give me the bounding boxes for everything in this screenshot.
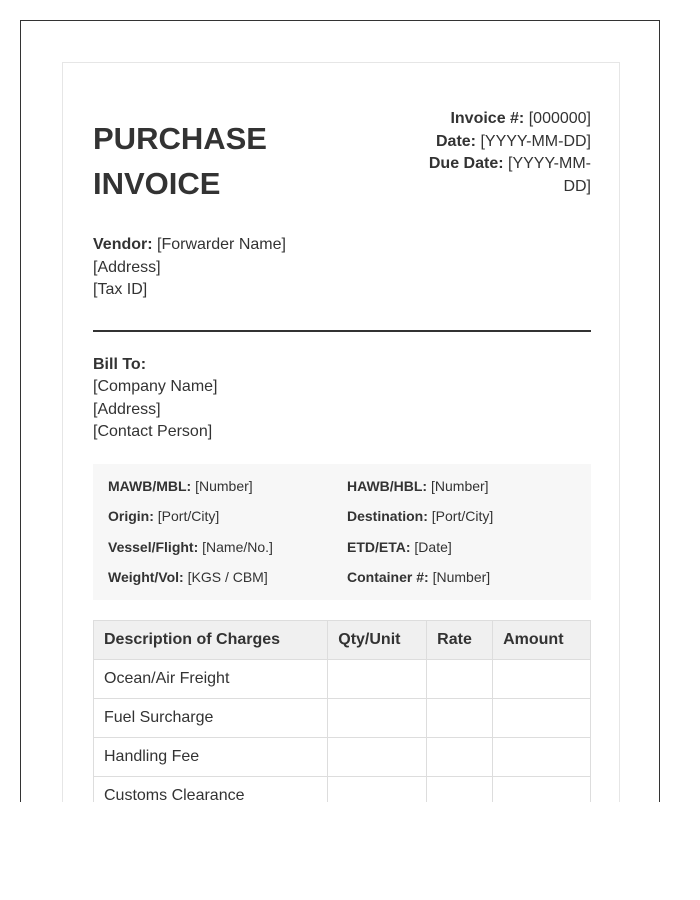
invoice-title: PURCHASE INVOICE — [93, 121, 267, 201]
invoice-due-date-value: [YYYY-MM-DD] — [508, 155, 591, 195]
bill-to-label: Bill To: — [93, 355, 147, 373]
shipping-field-label: Container #: — [347, 569, 429, 585]
invoice-number-value: [000000] — [528, 110, 591, 127]
vendor-name: [Forwarder Name] — [157, 236, 286, 253]
invoice-date-value: [YYYY-MM-DD] — [480, 132, 591, 150]
shipping-field-label: Origin: — [108, 508, 154, 524]
vendor-tax-id: [Tax ID] — [93, 281, 148, 298]
bill-to-address: [Address] — [93, 400, 161, 418]
table-row — [94, 659, 591, 698]
table-row — [94, 776, 591, 802]
shipping-field-label: ETD/ETA: — [347, 538, 411, 555]
charge-qty — [328, 776, 427, 802]
vendor-address: [Address] — [93, 258, 161, 276]
column-header-rate: Rate — [427, 620, 493, 659]
charge-rate — [427, 698, 493, 737]
shipping-field-label: Vessel/Flight: — [108, 538, 199, 555]
charge-amount — [493, 737, 591, 776]
shipping-field — [347, 507, 586, 527]
invoice-meta — [411, 108, 591, 198]
shipping-field-label: HAWB/HBL: — [347, 477, 428, 494]
column-header-qty: Qty/Unit — [328, 620, 427, 659]
bill-to-block — [93, 354, 591, 444]
invoice-header — [93, 110, 591, 206]
charges-table — [93, 620, 591, 803]
charge-amount — [493, 776, 591, 802]
shipping-field — [108, 477, 347, 497]
invoice-date-label: Date: — [436, 132, 477, 150]
vendor-name-line — [93, 234, 591, 257]
charge-amount — [493, 659, 591, 698]
vendor-label: Vendor: — [93, 236, 153, 253]
column-header-description: Description of Charges — [94, 620, 328, 659]
shipping-field — [108, 507, 347, 527]
shipping-field-label: Destination: — [347, 508, 428, 524]
shipping-field — [108, 538, 347, 558]
bill-to-contact: [Contact Person] — [93, 423, 213, 440]
shipping-field-value: [Date] — [414, 538, 452, 555]
vendor-block — [93, 234, 591, 302]
invoice-due-date-label: Due Date: — [428, 155, 504, 172]
table-row — [94, 737, 591, 776]
charge-description: Customs Clearance — [94, 776, 328, 802]
shipping-field-value: [Port/City] — [431, 508, 494, 524]
invoice-content — [93, 110, 591, 802]
column-header-amount: Amount — [493, 620, 591, 659]
invoice-due-date-line — [411, 153, 591, 198]
table-header-row — [94, 620, 591, 659]
shipping-field — [347, 477, 586, 497]
shipping-field-value: [Name/No.] — [202, 538, 273, 555]
shipping-field-label: Weight/Vol: — [108, 569, 184, 585]
shipping-field-value: [Number] — [195, 477, 253, 494]
invoice-number-label: Invoice #: — [450, 110, 525, 127]
page-frame — [20, 20, 660, 802]
shipping-field-value: [Port/City] — [157, 508, 220, 524]
shipping-field-value: [Number] — [431, 477, 489, 494]
shipping-field-label: MAWB/MBL: — [108, 477, 192, 494]
table-row — [94, 698, 591, 737]
invoice-number-line — [411, 108, 591, 131]
shipping-field-value: [KGS / CBM] — [187, 569, 268, 585]
shipping-details — [93, 464, 591, 600]
shipping-field — [347, 568, 586, 588]
charge-description: Ocean/Air Freight — [94, 659, 328, 698]
charge-qty — [328, 737, 427, 776]
charge-qty — [328, 659, 427, 698]
charge-rate — [427, 776, 493, 802]
bill-to-company: [Company Name] — [93, 378, 218, 395]
invoice-date-line — [411, 131, 591, 154]
header-divider — [93, 330, 591, 332]
shipping-field — [108, 568, 347, 588]
charge-qty — [328, 698, 427, 737]
charge-description: Fuel Surcharge — [94, 698, 328, 737]
invoice-document — [62, 62, 620, 802]
shipping-field-value: [Number] — [432, 569, 491, 585]
charge-rate — [427, 737, 493, 776]
charge-amount — [493, 698, 591, 737]
shipping-field — [347, 538, 586, 558]
charge-description: Handling Fee — [94, 737, 328, 776]
charge-rate — [427, 659, 493, 698]
